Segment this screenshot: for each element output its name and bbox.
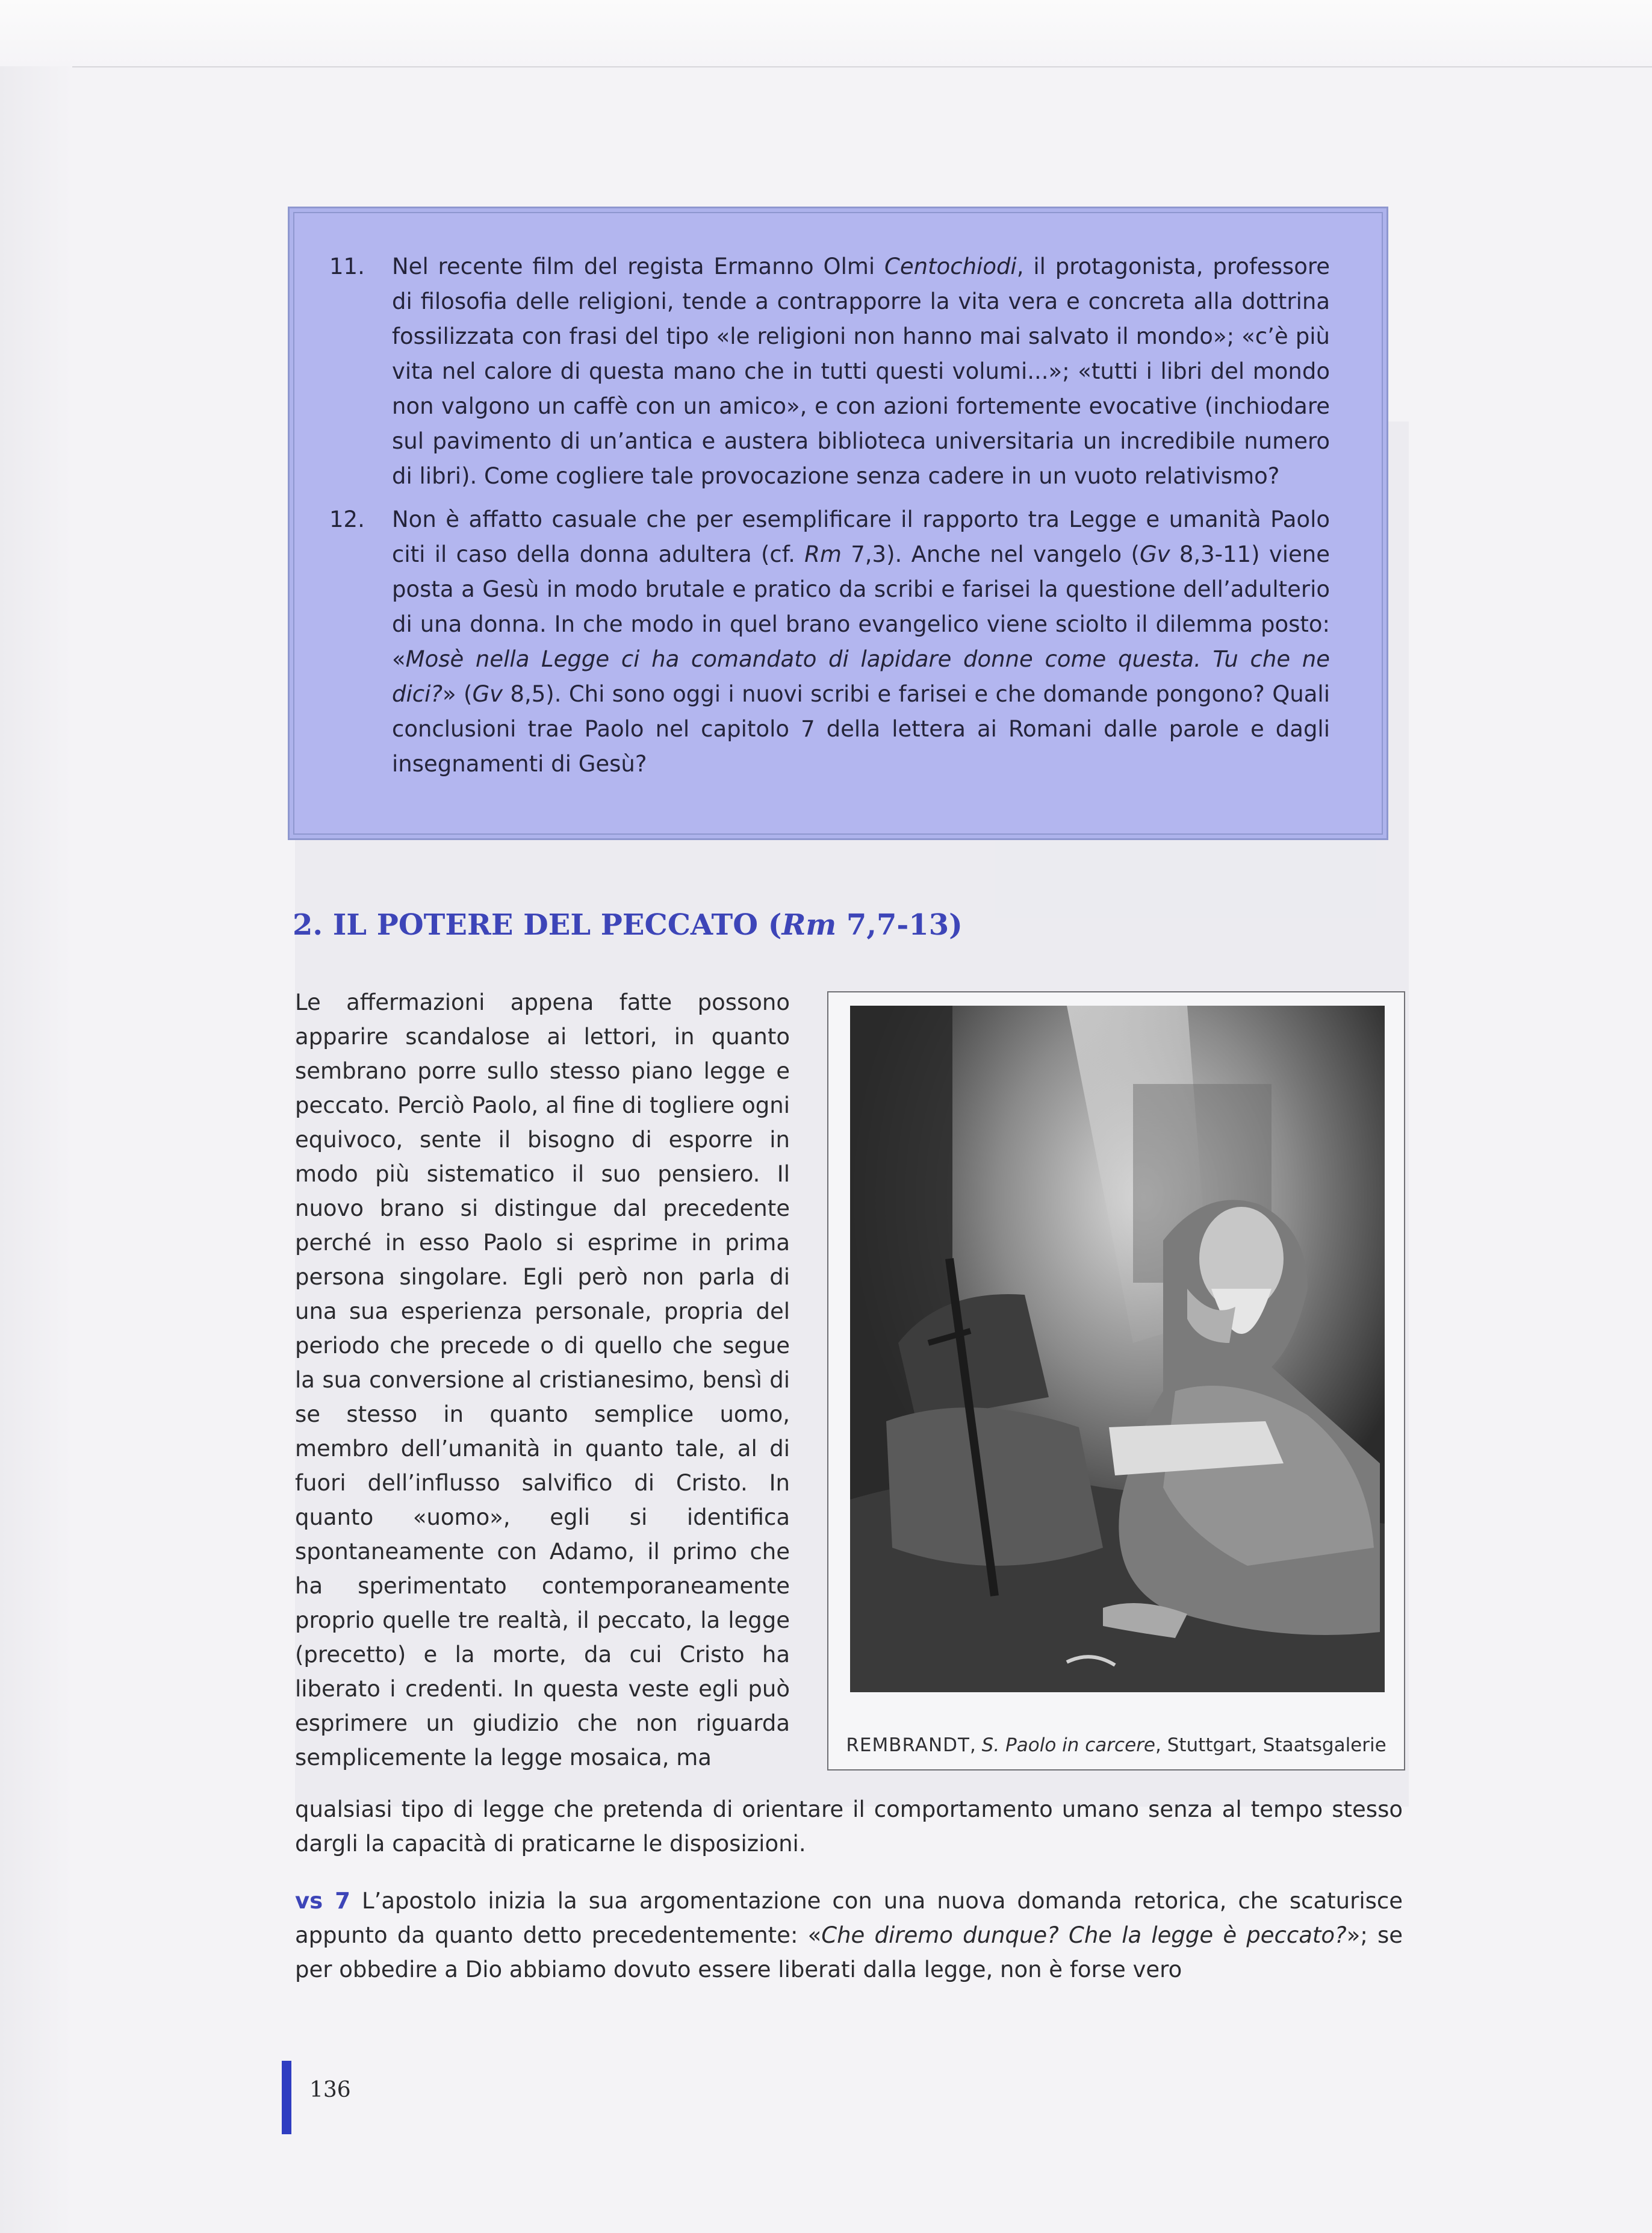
question-12 xyxy=(329,502,1330,782)
question-text: Non è affatto casuale che per esemplificare il rapporto tra Legge e umanità Paolo citi il caso della donna adultera (cf. Rm 7,3). Anche nel vangelo (Gv 8,3-11) viene posta a Gesù in modo brutale e pratico da scribi e farisei la questione dell’adulterio di una donna. In che modo in quel brano evangelico viene sciolto il dilemma posto: «Mosè nella Legge ci ha comandato di lapidare donne come questa. Tu che ne dici?» (Gv 8,5). Chi sono oggi i nuovi scribi e farisei e che domande pongono? Quali conclusioni trae Paolo nel capitolo 7 della lettera ai Romani dalle parole e dagli insegnamenti di Gesù? xyxy=(392,506,1330,777)
verse-label: vs 7 xyxy=(295,1888,350,1914)
question-11 xyxy=(329,249,1330,494)
questions-box xyxy=(288,207,1388,840)
figure-caption: REMBRANDT, S. Paolo in carcere, Stuttgart, Staatsgalerie xyxy=(846,1734,1386,1756)
question-number: 11. xyxy=(329,254,365,279)
scan-left-margin xyxy=(0,66,72,2233)
verse-paragraph: vs 7 L’apostolo inizia la sua argomentazione con una nuova domanda retorica, che scaturisce appunto da quanto detto precedentemente: «Che diremo dunque? Che la legge è peccato?»; se per obbedire a Dio abbiamo dovuto essere liberati dalla legge, non è forse vero xyxy=(295,1888,1403,1982)
page-number-bar xyxy=(282,2061,291,2134)
scan-top-margin xyxy=(0,0,1652,67)
question-number: 12. xyxy=(329,506,365,532)
rembrandt-figure xyxy=(827,991,1405,1771)
question-text: Nel recente film del regista Ermanno Olmi Centochiodi, il protagonista, professore di filosofia delle religioni, tende a contrapporre la vita vera e concreta alla dottrina fossilizzata con frasi del tipo «le religioni non hanno mai salvato il mondo»; «c’è più vita nel calore di questa mano che in tutti questi volumi...»; «tutti i libri del mondo non valgono un caffè con un amico», e con azioni fortemente evocative (inchiodare sul pavimento di un’antica e austera biblioteca universitaria un incredibile numero di libri). Come cogliere tale provocazione senza cadere in un vuoto relativismo? xyxy=(392,254,1330,489)
page-number: 136 xyxy=(309,2078,351,2102)
body-continuation: qualsiasi tipo di legge che pretenda di orientare il comportamento umano senza al tempo stesso dargli la capacità di praticarne le disposizioni. xyxy=(295,1796,1403,1857)
body-column-left: Le affermazioni appena fatte possono apparire scandalose ai lettori, in quanto sembrano porre sullo stesso piano legge e peccato. Perciò Paolo, al fine di togliere ogni equivoco, sente il bisogno di esporre in modo più sistematico il suo pensiero. Il nuovo brano si distingue dal precedente perché in esso Paolo si esprime in prima persona singolare. Egli però non parla di una sua esperienza personale, propria del periodo che precede o di quello che segue la sua conversione al cristianesimo, bensì di se stesso in quanto semplice uomo, membro dell’umanità in quanto tale, al di fuori dell’influsso salvifico di Cristo. In quanto «uomo», egli si identifica spontaneamente con Adamo, il primo che ha sperimentato contemporaneamente proprio quelle tre realtà, il peccato, la legge (precetto) e la morte, da cui Cristo ha liberato i credenti. In questa veste egli può esprimere un giudizio che non riguarda semplicemente la legge mosaica, ma xyxy=(295,989,790,1771)
section-heading: 2. IL POTERE DEL PECCATO (Rm 7,7-13) xyxy=(293,908,963,942)
painting-image xyxy=(850,1006,1385,1692)
